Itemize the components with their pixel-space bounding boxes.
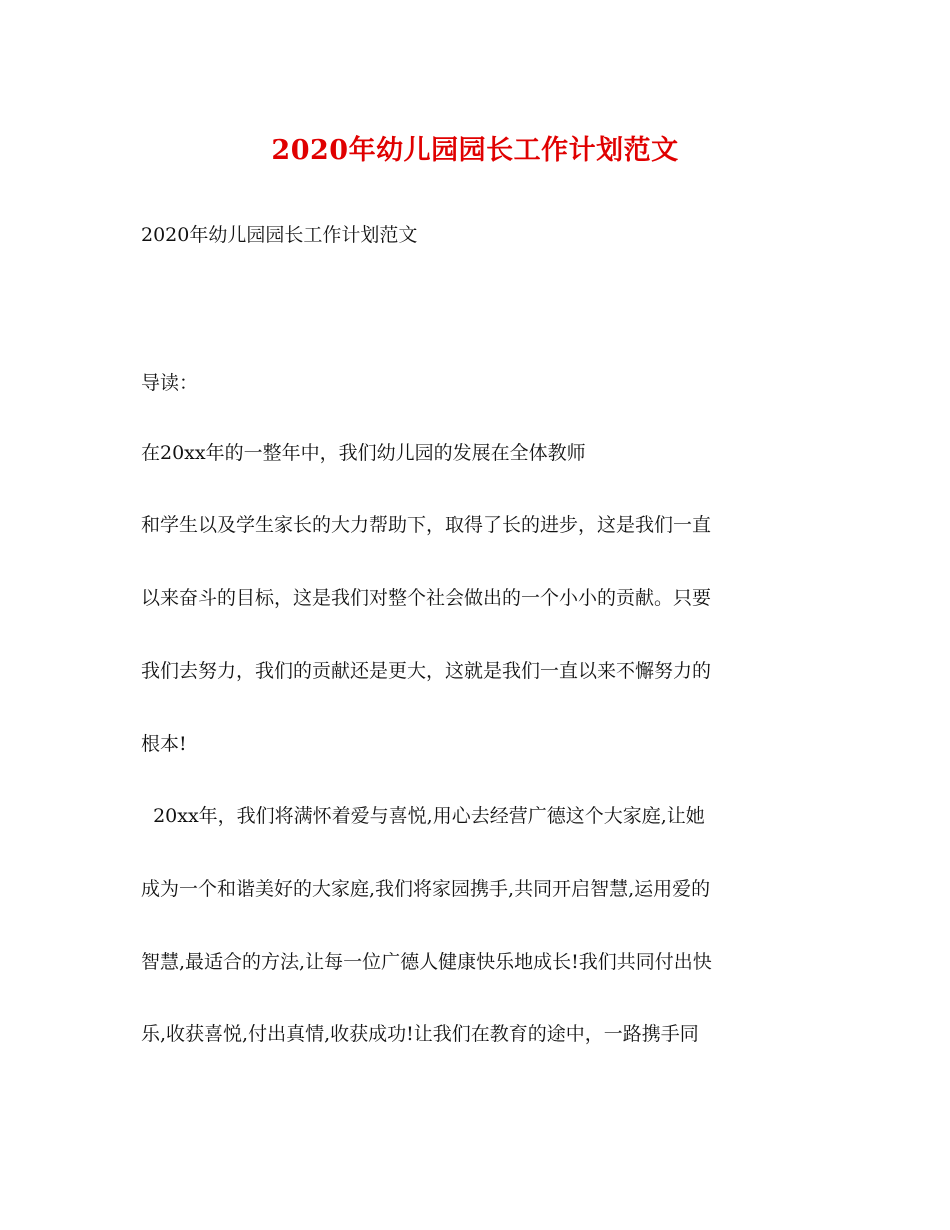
body-line: 以来奋斗的目标，这是我们对整个社会做出的一个小小的贡献。只要: [141, 587, 712, 609]
body-line: 乐,收获喜悦,付出真情,收获成功!让我们在教育的途中，一路携手同: [141, 1023, 699, 1045]
body-line: 和学生以及学生家长的大力帮助下，取得了长的进步，这是我们一直: [141, 514, 712, 536]
body-line: 我们去努力，我们的贡献还是更大，这就是我们一直以来不懈努力的: [141, 660, 712, 682]
document-title: 2020年幼儿园园长工作计划范文: [271, 135, 679, 166]
body-line: 智慧,最适合的方法,让每一位广德人健康快乐地成长!我们共同付出快: [141, 951, 712, 973]
body-line: 根本!: [141, 733, 187, 755]
body-line: 在20xx年的一整年中，我们幼儿园的发展在全体教师: [141, 442, 586, 464]
body-line: 20xx年，我们将满怀着爱与喜悦,用心去经营广德这个大家庭,让她: [141, 805, 705, 827]
document-subtitle: 2020年幼儿园园长工作计划范文: [141, 224, 418, 246]
lead-label: 导读：: [141, 372, 199, 394]
body-line: 成为一个和谐美好的大家庭,我们将家园携手,共同开启智慧,运用爱的: [141, 878, 711, 900]
